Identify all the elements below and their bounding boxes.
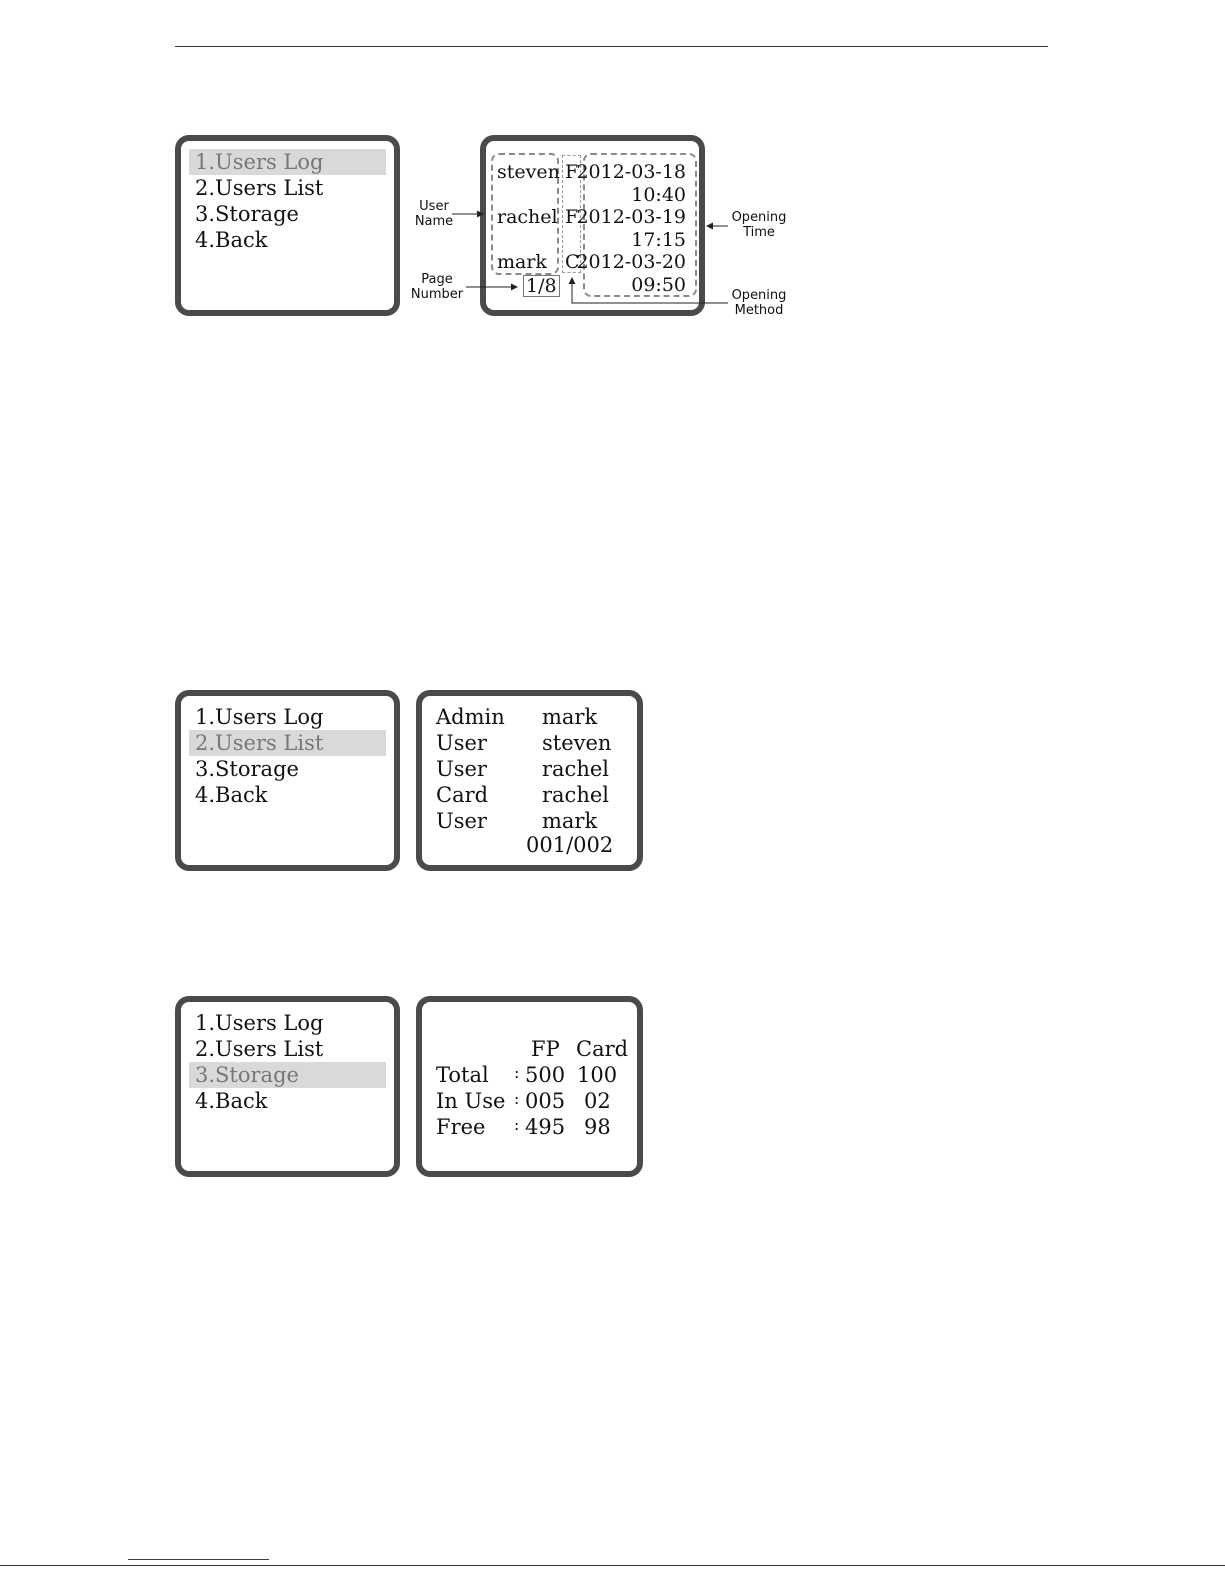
- label-opening-method-text: Opening Method: [731, 288, 787, 318]
- storage-label-free: Free: [436, 1115, 486, 1139]
- storage-colon: :: [514, 1115, 520, 1134]
- menu-item-storage[interactable]: 3.Storage: [189, 1062, 386, 1088]
- log-date-2: 2012-03-19: [576, 206, 686, 228]
- storage-label-in-use: In Use: [436, 1089, 506, 1113]
- menu-item-back[interactable]: 4.Back: [195, 783, 268, 807]
- users-list-page-number: 001/002: [526, 833, 614, 857]
- log-method-3: C: [565, 251, 580, 273]
- storage-free-card: 98: [584, 1115, 611, 1139]
- label-page-number-text: Page Number: [410, 272, 464, 302]
- log-time-1: 10:40: [631, 184, 686, 206]
- menu-item-users-list[interactable]: 2.Users List: [189, 730, 386, 756]
- user-type-4: Card: [436, 783, 489, 807]
- log-time-3: 09:50: [631, 274, 686, 296]
- storage-col-card: Card: [576, 1037, 629, 1061]
- storage-screen: [416, 996, 643, 1177]
- menu-item-storage[interactable]: 3.Storage: [195, 202, 299, 226]
- label-opening-time-text: Opening Time: [731, 210, 787, 240]
- storage-total-fp: 500: [525, 1063, 566, 1087]
- storage-in-use-fp: 005: [525, 1089, 566, 1113]
- menu-list: [189, 1010, 386, 1114]
- storage-total-card: 100: [577, 1063, 618, 1087]
- storage-colon: :: [514, 1063, 520, 1082]
- users-list-screen: [416, 690, 643, 871]
- log-date-1: 2012-03-18: [576, 161, 686, 183]
- menu-item-users-list[interactable]: 2.Users List: [195, 176, 324, 200]
- menu-screen-storage: [175, 996, 400, 1177]
- user-type-3: User: [436, 757, 487, 781]
- user-type-2: User: [436, 731, 487, 755]
- label-user-name-text: User Name: [414, 199, 454, 229]
- storage-label-total: Total: [436, 1063, 489, 1087]
- storage-free-fp: 495: [525, 1115, 566, 1139]
- menu-list: [189, 704, 386, 808]
- menu-item-users-log[interactable]: 1.Users Log: [195, 705, 324, 729]
- storage-col-fp: FP: [531, 1037, 560, 1061]
- menu-item-users-list[interactable]: 2.Users List: [195, 1037, 324, 1061]
- user-name-2: steven: [542, 731, 612, 755]
- log-page-number: 1/8: [526, 275, 557, 297]
- user-type-5: User: [436, 809, 487, 833]
- log-method-1: F: [565, 161, 579, 183]
- user-name-3: rachel: [542, 757, 609, 781]
- menu-screen-users-list: [175, 690, 400, 871]
- user-name-4: rachel: [542, 783, 609, 807]
- log-date-3: 2012-03-20: [576, 251, 686, 273]
- log-name-2: rachel: [497, 206, 558, 228]
- footer-rule: [0, 1565, 1225, 1566]
- menu-item-back[interactable]: 4.Back: [195, 1089, 268, 1113]
- footnote-rule: [128, 1559, 269, 1560]
- log-name-3: mark: [497, 251, 547, 273]
- arrow-opening-method: [572, 278, 728, 303]
- menu-item-storage[interactable]: 3.Storage: [195, 757, 299, 781]
- menu-item-users-log[interactable]: 1.Users Log: [189, 149, 386, 175]
- log-name-1: steven: [497, 161, 560, 183]
- user-type-1: Admin: [436, 705, 505, 729]
- storage-in-use-card: 02: [584, 1089, 611, 1113]
- user-name-5: mark: [542, 809, 598, 833]
- menu-item-users-log[interactable]: 1.Users Log: [195, 1011, 324, 1035]
- storage-colon: :: [514, 1089, 520, 1108]
- log-method-2: F: [565, 206, 579, 228]
- log-time-2: 17:15: [631, 229, 686, 251]
- user-name-1: mark: [542, 705, 598, 729]
- menu-item-back[interactable]: 4.Back: [195, 228, 268, 252]
